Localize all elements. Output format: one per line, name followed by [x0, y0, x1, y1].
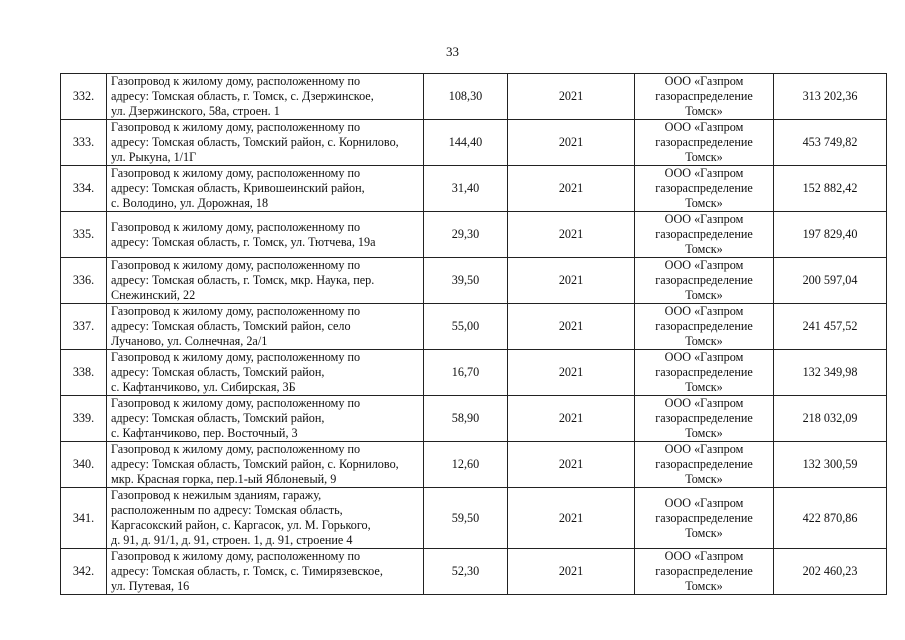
object-name-line: Лучаново, ул. Солнечная, 2а/1	[111, 334, 268, 348]
length-cell: 12,60	[424, 442, 508, 488]
owner-line: Томск»	[685, 242, 723, 256]
owner-line: газораспределение	[655, 227, 753, 241]
owner-line: ООО «Газпром	[664, 350, 744, 364]
owner-line: газораспределение	[655, 135, 753, 149]
object-name-cell	[107, 166, 424, 212]
length-cell: 52,30	[424, 549, 508, 595]
object-name-line: адресу: Томская область, Кривошеинский район,	[111, 181, 365, 195]
object-name-line: Газопровод к жилому дому, расположенному по	[111, 549, 361, 563]
table-row	[61, 258, 887, 304]
object-name-cell	[107, 304, 424, 350]
table-row	[61, 549, 887, 595]
year-cell: 2021	[508, 350, 635, 396]
object-name-line: Каргасокский район, с. Каргасок, ул. М. Горького,	[111, 518, 371, 532]
owner-line: газораспределение	[655, 365, 753, 379]
registry-table-body	[61, 74, 887, 595]
year-cell: 2021	[508, 74, 635, 120]
object-name-cell	[107, 442, 424, 488]
year-cell: 2021	[508, 396, 635, 442]
row-number-cell: 334.	[61, 166, 107, 212]
page-number: 33	[446, 44, 459, 59]
length-cell: 31,40	[424, 166, 508, 212]
object-name-cell	[107, 120, 424, 166]
year-cell: 2021	[508, 304, 635, 350]
year-cell: 2021	[508, 212, 635, 258]
owner-cell	[635, 212, 774, 258]
object-name-line: ул. Дзержинского, 58а, строен. 1	[111, 104, 280, 118]
owner-line: Томск»	[685, 196, 723, 210]
owner-line: Томск»	[685, 104, 723, 118]
owner-cell	[635, 488, 774, 549]
object-name-line: адресу: Томская область, Томский район,	[111, 411, 325, 425]
table-row	[61, 488, 887, 549]
object-name-line: адресу: Томская область, Томский район, село	[111, 319, 351, 333]
owner-line: ООО «Газпром	[664, 495, 744, 510]
cost-cell: 453 749,82	[774, 120, 887, 166]
row-number-cell: 339.	[61, 396, 107, 442]
owner-line: газораспределение	[655, 319, 753, 333]
cost-cell: 241 457,52	[774, 304, 887, 350]
owner-line: газораспределение	[655, 457, 753, 471]
table-row	[61, 74, 887, 120]
table-row	[61, 396, 887, 442]
row-number-cell: 337.	[61, 304, 107, 350]
cost-cell: 132 349,98	[774, 350, 887, 396]
object-name-line: Газопровод к жилому дому, расположенному по	[111, 166, 361, 180]
owner-line: Томск»	[685, 380, 723, 394]
object-name-line: ул. Путевая, 16	[111, 579, 190, 593]
object-name-line: Газопровод к нежилым зданиям, гаражу,	[111, 488, 322, 502]
object-name-line: с. Кафтанчиково, пер. Восточный, 3	[111, 426, 298, 440]
object-name-line: Газопровод к жилому дому, расположенному по	[111, 396, 361, 410]
length-cell: 58,90	[424, 396, 508, 442]
table-row	[61, 120, 887, 166]
owner-line: ООО «Газпром	[664, 120, 744, 134]
object-name-line: Газопровод к жилому дому, расположенному по	[111, 258, 361, 272]
owner-line: газораспределение	[655, 273, 753, 287]
owner-line: ООО «Газпром	[664, 549, 744, 563]
cost-cell: 152 882,42	[774, 166, 887, 212]
owner-line: газораспределение	[655, 510, 753, 525]
object-name-cell	[107, 549, 424, 595]
owner-line: ООО «Газпром	[664, 212, 744, 226]
row-number-cell: 335.	[61, 212, 107, 258]
owner-line: газораспределение	[655, 564, 753, 578]
object-name-line: д. 91, д. 91/1, д. 91, строен. 1, д. 91, строение 4	[111, 533, 353, 547]
object-name-line: Газопровод к жилому дому, расположенному по	[111, 74, 361, 88]
owner-line: газораспределение	[655, 89, 753, 103]
object-name-line: адресу: Томская область, г. Томск, мкр. Наука, пер.	[111, 273, 375, 287]
cost-cell: 422 870,86	[774, 488, 887, 549]
length-cell: 59,50	[424, 488, 508, 549]
cost-cell: 132 300,59	[774, 442, 887, 488]
gas-pipeline-registry-table	[60, 73, 887, 595]
owner-cell	[635, 74, 774, 120]
owner-line: ООО «Газпром	[664, 74, 744, 88]
owner-line: газораспределение	[655, 411, 753, 425]
row-number-cell: 336.	[61, 258, 107, 304]
length-cell: 29,30	[424, 212, 508, 258]
owner-cell	[635, 120, 774, 166]
row-number-cell: 333.	[61, 120, 107, 166]
cost-cell: 200 597,04	[774, 258, 887, 304]
object-name-line: расположенным по адресу: Томская область,	[111, 503, 343, 517]
owner-cell	[635, 258, 774, 304]
owner-cell	[635, 442, 774, 488]
row-number-cell: 338.	[61, 350, 107, 396]
object-name-cell	[107, 488, 424, 549]
length-cell: 108,30	[424, 74, 508, 120]
owner-line: Томск»	[685, 525, 723, 540]
owner-line: Томск»	[685, 426, 723, 440]
owner-line: Томск»	[685, 472, 723, 486]
object-name-line: Газопровод к жилому дому, расположенному по	[111, 219, 361, 234]
object-name-line: Газопровод к жилому дому, расположенному по	[111, 304, 361, 318]
row-number-cell: 341.	[61, 488, 107, 549]
owner-line: ООО «Газпром	[664, 442, 744, 456]
year-cell: 2021	[508, 166, 635, 212]
table-row	[61, 166, 887, 212]
object-name-cell	[107, 350, 424, 396]
table-row	[61, 350, 887, 396]
object-name-line: адресу: Томская область, Томский район,	[111, 365, 325, 379]
owner-line: ООО «Газпром	[664, 166, 744, 180]
cost-cell: 218 032,09	[774, 396, 887, 442]
object-name-line: адресу: Томская область, г. Томск, с. Тимирязевское,	[111, 564, 383, 578]
owner-line: Томск»	[685, 579, 723, 593]
owner-line: Томск»	[685, 334, 723, 348]
object-name-line: мкр. Красная горка, пер.1-ый Яблоневый, 9	[111, 472, 337, 486]
object-name-line: Газопровод к жилому дому, расположенному по	[111, 120, 361, 134]
owner-line: ООО «Газпром	[664, 304, 744, 318]
owner-cell	[635, 166, 774, 212]
owner-cell	[635, 304, 774, 350]
table-row	[61, 212, 887, 258]
owner-line: ООО «Газпром	[664, 396, 744, 410]
length-cell: 16,70	[424, 350, 508, 396]
cost-cell: 313 202,36	[774, 74, 887, 120]
length-cell: 39,50	[424, 258, 508, 304]
row-number-cell: 342.	[61, 549, 107, 595]
owner-line: газораспределение	[655, 181, 753, 195]
object-name-cell	[107, 396, 424, 442]
row-number-cell: 340.	[61, 442, 107, 488]
owner-cell	[635, 350, 774, 396]
owner-line: ООО «Газпром	[664, 258, 744, 272]
year-cell: 2021	[508, 120, 635, 166]
year-cell: 2021	[508, 549, 635, 595]
object-name-cell	[107, 212, 424, 258]
table-row	[61, 442, 887, 488]
year-cell: 2021	[508, 442, 635, 488]
object-name-line: Газопровод к жилому дому, расположенному по	[111, 350, 361, 364]
object-name-line: ул. Рыкуна, 1/1Г	[111, 150, 197, 164]
year-cell: 2021	[508, 258, 635, 304]
cost-cell: 197 829,40	[774, 212, 887, 258]
owner-cell	[635, 396, 774, 442]
object-name-cell	[107, 258, 424, 304]
length-cell: 55,00	[424, 304, 508, 350]
length-cell: 144,40	[424, 120, 508, 166]
object-name-line: адресу: Томская область, г. Томск, ул. Тютчева, 19а	[111, 234, 376, 249]
object-name-cell	[107, 74, 424, 120]
owner-line: Томск»	[685, 150, 723, 164]
owner-line: Томск»	[685, 288, 723, 302]
object-name-line: с. Володино, ул. Дорожная, 18	[111, 196, 269, 210]
cost-cell: 202 460,23	[774, 549, 887, 595]
year-cell: 2021	[508, 488, 635, 549]
owner-cell	[635, 549, 774, 595]
object-name-line: адресу: Томская область, Томский район, с. Корнилово,	[111, 457, 399, 471]
object-name-line: Газопровод к жилому дому, расположенному по	[111, 442, 361, 456]
object-name-line: с. Кафтанчиково, ул. Сибирская, 3Б	[111, 380, 296, 394]
object-name-line: адресу: Томская область, г. Томск, с. Дзержинское,	[111, 89, 374, 103]
object-name-line: Снежинский, 22	[111, 288, 196, 302]
table-row	[61, 304, 887, 350]
object-name-line: адресу: Томская область, Томский район, с. Корнилово,	[111, 135, 399, 149]
row-number-cell: 332.	[61, 74, 107, 120]
